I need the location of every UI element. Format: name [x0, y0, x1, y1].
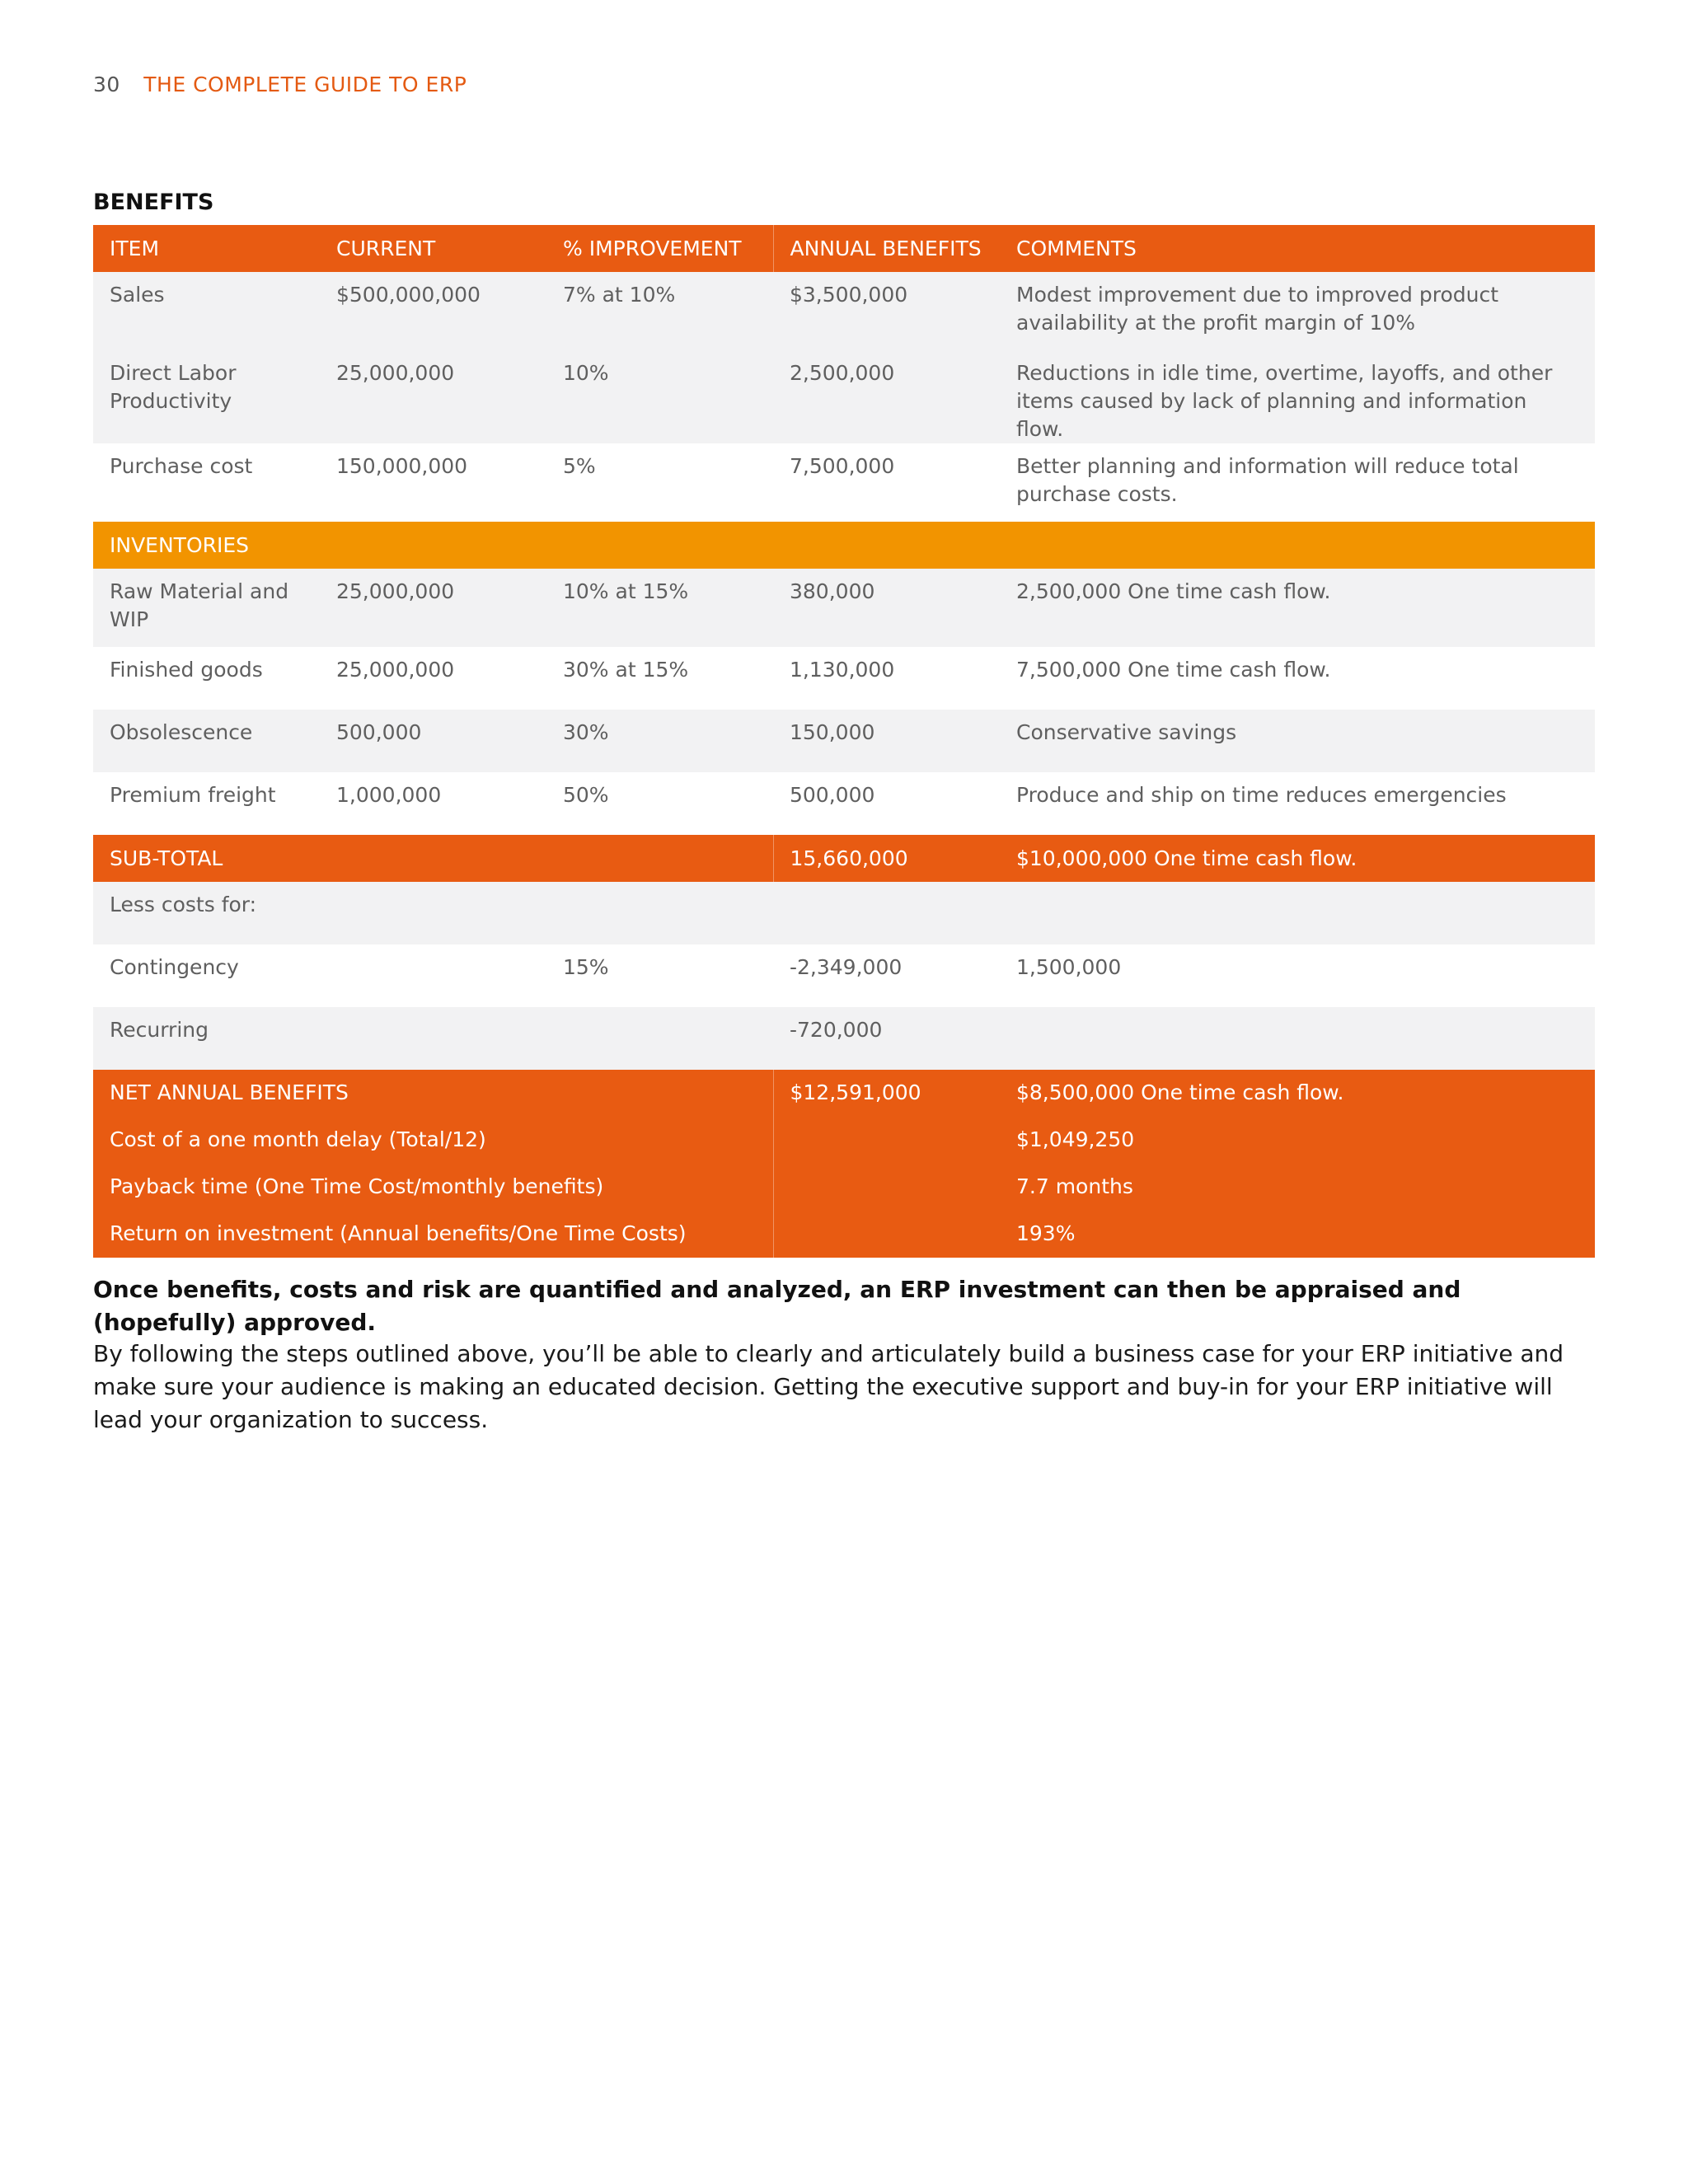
cell-annual: 2,500,000	[773, 350, 1000, 443]
benefits-table	[93, 225, 1595, 1258]
table-row	[93, 272, 1595, 350]
cell-comments: 7,500,000 One time cash flow.	[1000, 647, 1595, 710]
cell-annual: -720,000	[773, 1007, 1000, 1070]
cell-comments	[1000, 1007, 1595, 1070]
roi-blank	[773, 1211, 1000, 1258]
page-number: 30	[93, 73, 120, 96]
cell-annual: -2,349,000	[773, 944, 1000, 1007]
delay-cost-row	[93, 1117, 1595, 1164]
cell-comments: Modest improvement due to improved product availability at the profit margin of 10%	[1000, 272, 1595, 350]
section-title: BENEFITS	[93, 190, 214, 215]
cell-item: Raw Material and WIP	[93, 569, 320, 647]
net-comments: $8,500,000 One time cash flow.	[1000, 1070, 1595, 1117]
subtotal-row	[93, 835, 1595, 882]
cell-improvement: 5%	[546, 443, 773, 522]
cell-current: 150,000,000	[320, 443, 546, 522]
cell-improvement	[546, 1007, 773, 1070]
subtotal-label: SUB-TOTAL	[93, 835, 773, 882]
cell-current: 500,000	[320, 710, 546, 772]
page-header	[93, 73, 467, 96]
table-row	[93, 1007, 1595, 1070]
cell-improvement: 15%	[546, 944, 773, 1007]
net-label: NET ANNUAL BENEFITS	[93, 1070, 773, 1117]
cell-current: $500,000,000	[320, 272, 546, 350]
cell-current: 25,000,000	[320, 350, 546, 443]
table-row	[93, 772, 1595, 835]
table-row	[93, 710, 1595, 772]
delay-value: $1,049,250	[1000, 1117, 1595, 1164]
table-header-row	[93, 225, 1595, 272]
payback-value: 7.7 months	[1000, 1164, 1595, 1211]
net-benefits-row	[93, 1070, 1595, 1117]
cell-comments: Produce and ship on time reduces emergencies	[1000, 772, 1595, 835]
cell-current: 25,000,000	[320, 647, 546, 710]
cell-item: Finished goods	[93, 647, 320, 710]
cell-annual: 380,000	[773, 569, 1000, 647]
cell-item: Contingency	[93, 944, 320, 1007]
table-row	[93, 569, 1595, 647]
table-row	[93, 443, 1595, 522]
guide-title: THE COMPLETE GUIDE TO ERP	[143, 73, 467, 96]
payback-label: Payback time (One Time Cost/monthly benefits)	[93, 1164, 773, 1211]
cell-improvement: 30% at 15%	[546, 647, 773, 710]
subtotal-comments: $10,000,000 One time cash flow.	[1000, 835, 1595, 882]
delay-blank	[773, 1117, 1000, 1164]
cell-annual: 150,000	[773, 710, 1000, 772]
table-row	[93, 647, 1595, 710]
cell-comments: Conservative savings	[1000, 710, 1595, 772]
bold-statement: Once benefits, costs and risk are quantified and analyzed, an ERP investment can then be appraised and (hopefully) approved.	[93, 1276, 1461, 1336]
column-header: ANNUAL BENEFITS	[773, 225, 1000, 272]
payback-row	[93, 1164, 1595, 1211]
cell-item: Premium freight	[93, 772, 320, 835]
column-header: % IMPROVEMENT	[546, 225, 773, 272]
cell-improvement: 30%	[546, 710, 773, 772]
less-costs-label: Less costs for:	[93, 882, 1595, 944]
cell-annual: 7,500,000	[773, 443, 1000, 522]
cell-annual: $3,500,000	[773, 272, 1000, 350]
cell-comments: 1,500,000	[1000, 944, 1595, 1007]
roi-row	[93, 1211, 1595, 1258]
cell-current: 25,000,000	[320, 569, 546, 647]
cell-comments: 2,500,000 One time cash flow.	[1000, 569, 1595, 647]
roi-label: Return on investment (Annual benefits/One Time Costs)	[93, 1211, 773, 1258]
cell-current	[320, 944, 546, 1007]
closing-paragraph: By following the steps outlined above, you’ll be able to clearly and articulately build a business case for your ERP initiative and make sure your audience is making an educated decision. Getting the executive support and buy-in for your ERP initiative will lead your organization to success.	[93, 1340, 1564, 1433]
column-header: CURRENT	[320, 225, 546, 272]
roi-value: 193%	[1000, 1211, 1595, 1258]
net-annual: $12,591,000	[773, 1070, 1000, 1117]
column-header: ITEM	[93, 225, 320, 272]
cell-improvement: 10% at 15%	[546, 569, 773, 647]
cell-annual: 1,130,000	[773, 647, 1000, 710]
cell-item: Purchase cost	[93, 443, 320, 522]
cell-improvement: 50%	[546, 772, 773, 835]
subtotal-annual: 15,660,000	[773, 835, 1000, 882]
cell-item: Direct Labor Productivity	[93, 350, 320, 443]
cell-annual: 500,000	[773, 772, 1000, 835]
cell-item: Obsolescence	[93, 710, 320, 772]
delay-label: Cost of a one month delay (Total/12)	[93, 1117, 773, 1164]
cell-comments: Better planning and information will reduce total purchase costs.	[1000, 443, 1595, 522]
cell-current	[320, 1007, 546, 1070]
payback-blank	[773, 1164, 1000, 1211]
inventories-label: INVENTORIES	[93, 522, 1595, 569]
cell-item: Sales	[93, 272, 320, 350]
less-costs-row	[93, 882, 1595, 944]
cell-improvement: 10%	[546, 350, 773, 443]
column-header: COMMENTS	[1000, 225, 1595, 272]
cell-item: Recurring	[93, 1007, 320, 1070]
cell-improvement: 7% at 10%	[546, 272, 773, 350]
inventories-band	[93, 522, 1595, 569]
cell-comments: Reductions in idle time, overtime, layoffs, and other items caused by lack of planning and information flow.	[1000, 350, 1595, 443]
table-row	[93, 350, 1595, 443]
cell-current: 1,000,000	[320, 772, 546, 835]
table-row	[93, 944, 1595, 1007]
